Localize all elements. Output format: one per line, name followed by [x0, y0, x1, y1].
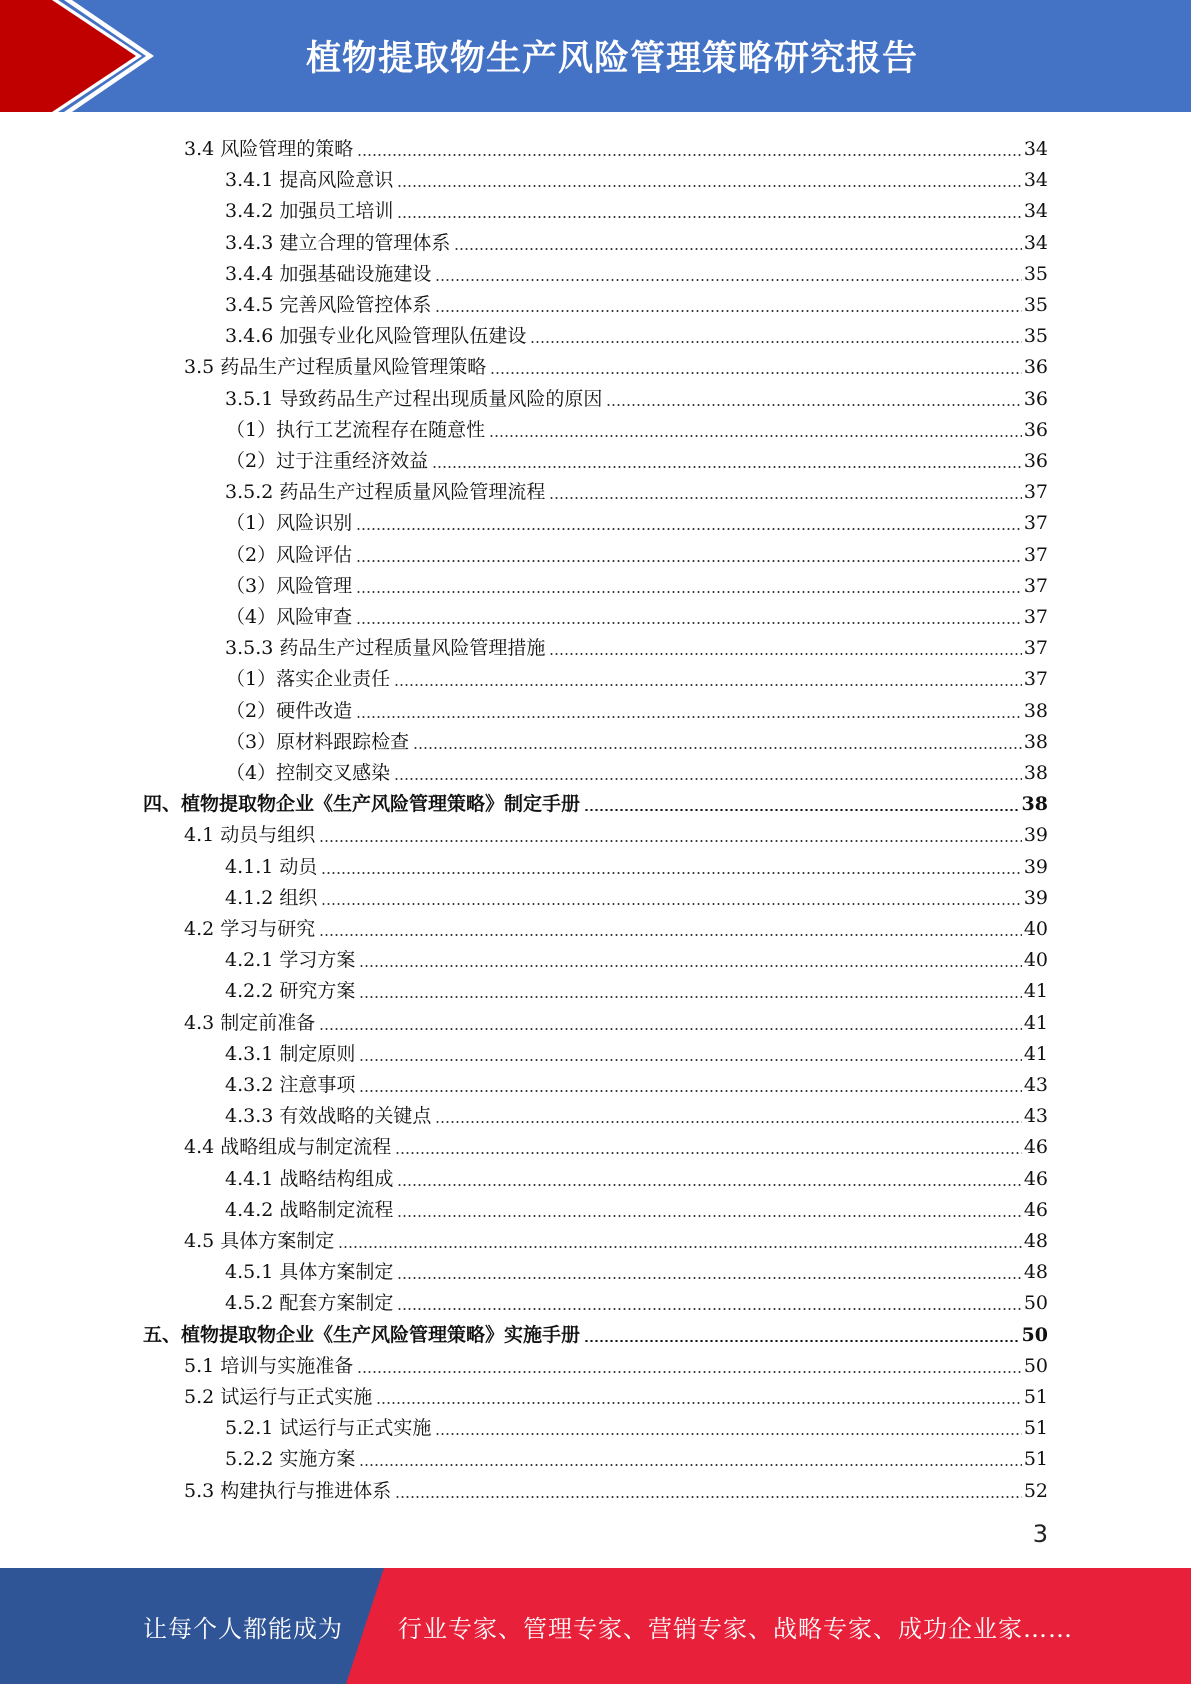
toc-dot-leader: [319, 840, 1022, 842]
toc-entry[interactable]: [225, 1064, 1048, 1095]
toc-entry[interactable]: [225, 846, 1048, 877]
toc-entry-label: 3.4 风险管理的策略: [184, 138, 354, 160]
toc-entry-label: 4.3.3 有效战略的关键点: [225, 1105, 432, 1128]
toc-entry[interactable]: [225, 222, 1048, 253]
toc-entry-page: 37: [1023, 637, 1048, 660]
toc-entry-page: 41: [1023, 1042, 1048, 1065]
toc-entry-label: 4.2.1 学习方案: [225, 949, 356, 972]
toc-entry-label: 4.4.2 战略制定流程: [225, 1198, 394, 1221]
toc-dot-leader: [435, 1121, 1021, 1123]
toc-dot-leader: [530, 341, 1021, 343]
toc-dot-leader: [359, 1059, 1021, 1061]
toc-entry[interactable]: [225, 1282, 1048, 1313]
toc-dot-leader: [549, 653, 1021, 655]
toc-dot-leader: [413, 747, 1022, 749]
toc-entry-label: （2）过于注重经济效益: [226, 450, 429, 472]
toc-dot-leader: [435, 279, 1021, 281]
toc-entry-page: 39: [1023, 824, 1048, 847]
toc-dot-leader: [356, 716, 1022, 718]
toc-entry[interactable]: [225, 1407, 1048, 1438]
toc-entry-page: 41: [1023, 1011, 1048, 1034]
toc-dot-leader: [357, 1371, 1022, 1373]
toc-dot-leader: [357, 154, 1022, 156]
toc-entry-page: 50: [1023, 1354, 1048, 1377]
toc-entry[interactable]: [226, 409, 1048, 440]
toc-entry[interactable]: [225, 1438, 1048, 1469]
toc-entry-page: 48: [1023, 1230, 1048, 1252]
toc-dot-leader: [338, 1246, 1022, 1248]
toc-entry-page: 40: [1023, 918, 1048, 940]
toc-entry[interactable]: [225, 1095, 1048, 1126]
toc-dot-leader: [394, 778, 1022, 780]
toc-entry-page: 36: [1023, 450, 1048, 472]
toc-entry-label: （3）原材料跟踪检查: [226, 730, 410, 753]
toc-entry-page: 34: [1023, 200, 1048, 223]
toc-entry-label: 4.1.2 组织: [225, 886, 318, 909]
toc-entry-page: 50: [1023, 1292, 1048, 1315]
toc-entry-page: 38: [1023, 730, 1048, 753]
toc-entry-page: 48: [1023, 1261, 1048, 1284]
toc-entry[interactable]: [184, 1002, 1048, 1033]
toc-entry-page: 36: [1023, 356, 1048, 379]
toc-entry-page: 36: [1023, 418, 1048, 441]
toc-dot-leader: [356, 528, 1022, 530]
toc-entry[interactable]: [225, 877, 1048, 908]
toc-dot-leader: [397, 1184, 1021, 1186]
toc-entry-label: 五、植物提取物企业《生产风险管理策略》实施手册: [143, 1323, 581, 1346]
toc-entry[interactable]: [226, 690, 1048, 721]
toc-dot-leader: [397, 216, 1021, 218]
toc-dot-leader: [395, 1496, 1022, 1498]
toc-entry-label: 4.2.2 研究方案: [225, 980, 356, 1003]
toc-entry[interactable]: [225, 1033, 1048, 1064]
toc-entry[interactable]: [184, 1345, 1048, 1376]
toc-entry-label: 3.4.5 完善风险管控体系: [225, 294, 432, 316]
toc-entry[interactable]: [226, 534, 1048, 565]
toc-entry-label: 4.5.1 具体方案制定: [225, 1261, 394, 1284]
toc-entry[interactable]: [184, 908, 1048, 939]
toc-dot-leader: [356, 560, 1022, 562]
toc-entry-page: 51: [1023, 1386, 1048, 1408]
toc-entry[interactable]: [225, 1251, 1048, 1282]
toc-entry[interactable]: [225, 1158, 1048, 1189]
toc-entry-label: 5.3 构建执行与推进体系: [184, 1479, 392, 1502]
toc-entry[interactable]: [225, 284, 1048, 315]
toc-dot-leader: [397, 1277, 1021, 1279]
toc-entry-label: 5.2.1 试运行与正式实施: [225, 1417, 432, 1440]
toc-entry-page: 38: [1021, 793, 1048, 816]
toc-entry[interactable]: [226, 658, 1048, 689]
toc-entry-label: （2）风险评估: [226, 543, 353, 566]
footer-slogan-left: 让每个人都能成为: [143, 1614, 343, 1643]
toc-dot-leader: [432, 466, 1022, 468]
toc-dot-leader: [454, 248, 1021, 250]
toc-dot-leader: [359, 965, 1021, 967]
toc-entry[interactable]: [226, 440, 1048, 471]
toc-dot-leader: [359, 1464, 1021, 1466]
footer-slogan-right: 行业专家、管理专家、营销专家、战略专家、成功企业家……: [398, 1614, 1073, 1643]
toc-entry-label: （4）风险审查: [226, 606, 353, 628]
toc-dot-leader: [321, 872, 1021, 874]
toc-entry-label: 5.1 培训与实施准备: [184, 1354, 354, 1377]
toc-dot-leader: [394, 684, 1022, 686]
toc-entry[interactable]: [225, 159, 1048, 190]
toc-entry[interactable]: [225, 190, 1048, 221]
toc-dot-leader: [359, 1090, 1021, 1092]
toc-entry-label: 3.5 药品生产过程质量风险管理策略: [184, 356, 487, 379]
toc-entry-page: 43: [1023, 1105, 1048, 1128]
page-header: [0, 0, 1191, 112]
toc-entry-page: 43: [1023, 1074, 1048, 1096]
page-footer: [0, 1568, 1191, 1684]
toc-entry-label: 3.5.2 药品生产过程质量风险管理流程: [225, 481, 546, 504]
toc-entry[interactable]: [225, 970, 1048, 1001]
page-number: 3: [1032, 1520, 1048, 1548]
report-title: 植物提取物生产风险管理策略研究报告: [305, 39, 918, 79]
toc-dot-leader: [376, 1402, 1022, 1404]
toc-entry-page: 40: [1023, 949, 1048, 972]
toc-entry-label: 4.3 制定前准备: [184, 1011, 316, 1034]
toc-dot-leader: [584, 1340, 1020, 1342]
toc-entry-page: 50: [1021, 1323, 1048, 1346]
toc-entry-label: 3.5.1 导致药品生产过程出现质量风险的原因: [225, 387, 603, 410]
toc-entry-label: （4）控制交叉感染: [226, 762, 391, 784]
toc-dot-leader: [359, 996, 1021, 998]
toc-entry[interactable]: [184, 1126, 1048, 1157]
toc-entry-label: 3.4.6 加强专业化风险管理队伍建设: [225, 325, 527, 348]
toc-entry-page: 34: [1023, 138, 1048, 160]
toc-entry-label: 4.5 具体方案制定: [184, 1230, 335, 1252]
toc-dot-leader: [490, 372, 1022, 374]
toc-entry[interactable]: [184, 1470, 1048, 1501]
toc-entry-page: 46: [1023, 1136, 1048, 1159]
toc-dot-leader: [549, 497, 1021, 499]
toc-entry[interactable]: [184, 128, 1048, 159]
toc-entry-page: 39: [1023, 886, 1048, 909]
toc-entry-label: 4.1.1 动员: [225, 855, 318, 878]
toc-entry-page: 37: [1023, 512, 1048, 535]
toc-entry-label: 3.4.3 建立合理的管理体系: [225, 231, 451, 254]
toc-entry-label: 四、植物提取物企业《生产风险管理策略》制定手册: [143, 793, 581, 816]
toc-dot-leader: [397, 1308, 1021, 1310]
toc-entry-page: 36: [1023, 387, 1048, 410]
toc-entry[interactable]: [143, 1314, 1048, 1345]
toc-entry-page: 34: [1023, 231, 1048, 254]
toc-dot-leader: [321, 903, 1021, 905]
toc-entry-page: 51: [1023, 1448, 1048, 1471]
toc-entry[interactable]: [143, 783, 1048, 814]
toc-entry-page: 38: [1023, 699, 1048, 722]
toc-entry[interactable]: [225, 627, 1048, 658]
toc-entry-label: 4.2 学习与研究: [184, 918, 316, 940]
toc-entry[interactable]: [226, 565, 1048, 596]
toc-dot-leader: [584, 809, 1020, 811]
toc-entry[interactable]: [225, 378, 1048, 409]
toc-entry[interactable]: [184, 346, 1048, 377]
toc-dot-leader: [356, 622, 1022, 624]
toc-dot-leader: [395, 1152, 1022, 1154]
toc-entry-page: 39: [1023, 855, 1048, 878]
toc-entry-label: 4.4 战略组成与制定流程: [184, 1136, 392, 1159]
toc-dot-leader: [397, 185, 1021, 187]
toc-dot-leader: [435, 1433, 1021, 1435]
toc-entry-label: 5.2 试运行与正式实施: [184, 1386, 373, 1408]
toc-entry-page: 37: [1023, 574, 1048, 597]
toc-entry-page: 37: [1023, 481, 1048, 504]
toc-entry-label: 3.4.4 加强基础设施建设: [225, 262, 432, 285]
toc-dot-leader: [397, 1215, 1021, 1217]
toc-entry[interactable]: [226, 596, 1048, 627]
toc-entry[interactable]: [184, 1220, 1048, 1251]
toc-entry-label: 3.4.1 提高风险意识: [225, 169, 394, 192]
toc-dot-leader: [435, 310, 1021, 312]
toc-entry-label: （1）落实企业责任: [226, 668, 391, 691]
toc-entry[interactable]: [184, 814, 1048, 845]
toc-entry-page: 52: [1023, 1479, 1048, 1502]
toc-entry-page: 35: [1023, 262, 1048, 285]
toc-dot-leader: [489, 435, 1022, 437]
toc-entry-page: 38: [1023, 762, 1048, 784]
toc-dot-leader: [606, 404, 1021, 406]
toc-entry-page: 41: [1023, 980, 1048, 1003]
toc-entry-page: 51: [1023, 1417, 1048, 1440]
toc-dot-leader: [319, 934, 1022, 936]
toc-entry[interactable]: [226, 502, 1048, 533]
toc-entry-page: 35: [1023, 294, 1048, 316]
toc-entry-label: 4.1 动员与组织: [184, 824, 316, 847]
toc-entry-label: 4.3.1 制定原则: [225, 1042, 356, 1065]
toc-entry-label: 3.5.3 药品生产过程质量风险管理措施: [225, 637, 546, 660]
toc-dot-leader: [356, 591, 1022, 593]
toc-dot-leader: [319, 1028, 1022, 1030]
toc-entry-page: 37: [1023, 543, 1048, 566]
toc-entry-page: 35: [1023, 325, 1048, 348]
toc-entry[interactable]: [225, 471, 1048, 502]
toc-entry-page: 37: [1023, 606, 1048, 628]
toc-entry[interactable]: [225, 939, 1048, 970]
toc-entry[interactable]: [226, 721, 1048, 752]
toc-entry-label: （2）硬件改造: [226, 699, 353, 722]
toc-entry-page: 34: [1023, 169, 1048, 192]
toc-entry-page: 37: [1023, 668, 1048, 691]
toc-entry-label: 5.2.2 实施方案: [225, 1448, 356, 1471]
toc-entry-label: 3.4.2 加强员工培训: [225, 200, 394, 223]
toc-entry-label: 4.3.2 注意事项: [225, 1074, 356, 1096]
toc-entry-label: 4.4.1 战略结构组成: [225, 1167, 394, 1190]
toc-entry-label: （3）风险管理: [226, 574, 353, 597]
toc-entry-page: 46: [1023, 1167, 1048, 1190]
toc-entry[interactable]: [226, 752, 1048, 783]
toc-entry-label: 4.5.2 配套方案制定: [225, 1292, 394, 1315]
toc-entry[interactable]: [225, 1189, 1048, 1220]
toc-entry-label: （1）执行工艺流程存在随意性: [226, 418, 486, 441]
toc-entry[interactable]: [184, 1376, 1048, 1407]
toc-entry-label: （1）风险识别: [226, 512, 353, 535]
toc-entry-page: 46: [1023, 1198, 1048, 1221]
toc-entry[interactable]: [225, 253, 1048, 284]
toc-entry[interactable]: [225, 315, 1048, 346]
